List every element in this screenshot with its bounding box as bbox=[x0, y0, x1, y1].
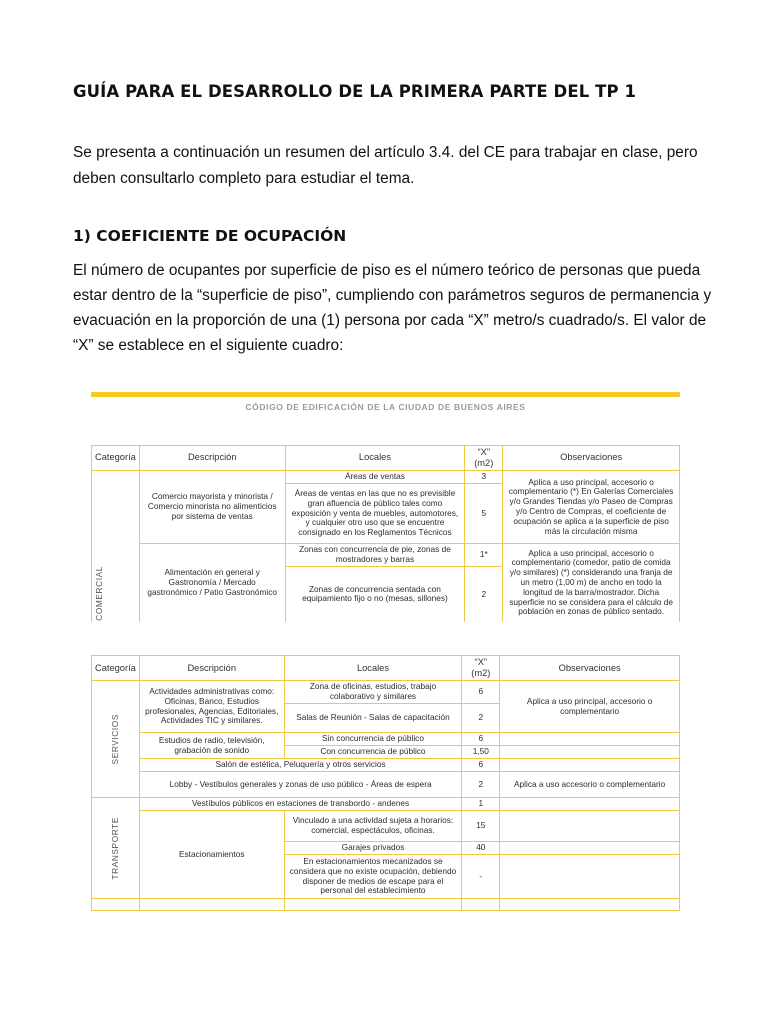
locales-cell: Zonas con concurrencia de pie, zonas de mostradores y barras bbox=[285, 543, 465, 566]
header-x-label: “X” bbox=[474, 657, 487, 668]
locales-cell: Vinculado a una actividad sujeta a horarios: comercial, espectáculos, oficinas. bbox=[284, 811, 462, 842]
accent-bar bbox=[91, 392, 680, 397]
table-row bbox=[92, 470, 680, 483]
x-cell: - bbox=[462, 855, 500, 899]
header-x-unit: (m2) bbox=[471, 668, 491, 678]
section-heading: 1) COEFICIENTE DE OCUPACIÓN bbox=[73, 227, 347, 245]
occupancy-table-comercial bbox=[91, 392, 680, 622]
occupancy-table-servicios-transporte bbox=[91, 655, 680, 912]
header-x bbox=[465, 446, 503, 471]
cell-empty bbox=[92, 899, 140, 911]
category-cell bbox=[92, 470, 140, 622]
observaciones-cell-empty bbox=[500, 842, 680, 855]
table-header-row bbox=[92, 446, 680, 471]
observaciones-cell: Aplica a uso principal, accesorio o complementario (*) En Galerías Comerciales y/o Grandes Tiendas y/o Paseo de Compras y/o Centro de Compras, el coeficiente de ocupación se aplica a la superficie de piso más la circulación misma bbox=[503, 470, 680, 543]
header-x-unit: (m2) bbox=[474, 457, 494, 468]
header-descripcion: Descripción bbox=[139, 446, 285, 471]
observaciones-cell: Aplica a uso accesorio o complementario bbox=[500, 772, 680, 798]
locales-cell: Áreas de ventas en las que no es previsible gran afluencia de público tales como exposición y venta de muebles, automotores, y cualquier otro uso que se encuentre consignado en los Reglamentos Técnicos bbox=[285, 483, 465, 543]
descripcion-cell: Lobby - Vestíbulos generales y zonas de uso público - Áreas de espera bbox=[139, 772, 461, 798]
category-cell bbox=[92, 798, 140, 899]
descripcion-cell: Actividades administrativas como: Oficinas, Banco, Estudios profesionales, Agencias, Editoriales, Actividades TIC y similares. bbox=[139, 681, 284, 733]
observaciones-cell: Aplica a uso principal, accesorio o complementario bbox=[500, 681, 680, 733]
locales-cell: Garajes privados bbox=[284, 842, 462, 855]
x-cell: 1,50 bbox=[462, 746, 500, 759]
table-row bbox=[92, 811, 680, 842]
header-descripcion: Descripción bbox=[139, 656, 284, 681]
table-row bbox=[92, 543, 680, 566]
x-cell: 5 bbox=[465, 483, 503, 543]
descripcion-cell: Vestíbulos públicos en estaciones de transbordo - andenes bbox=[139, 798, 461, 811]
comercial-table bbox=[91, 445, 680, 622]
x-cell: 6 bbox=[462, 759, 500, 772]
observaciones-cell-empty bbox=[500, 746, 680, 759]
locales-cell: Con concurrencia de público bbox=[284, 746, 462, 759]
cell-empty bbox=[462, 899, 500, 911]
header-categoria: Categoría bbox=[92, 446, 140, 471]
descripcion-cell: Alimentación en general y Gastronomía / Mercado gastronómico / Patio Gastronómico bbox=[139, 543, 285, 622]
locales-cell: Áreas de ventas bbox=[285, 470, 465, 483]
observaciones-cell-empty bbox=[500, 811, 680, 842]
intro-paragraph: Se presenta a continuación un resumen del artículo 3.4. del CE para trabajar en clase, pero deben consultarlo completo para estudiar el tema. bbox=[73, 144, 698, 187]
cell-empty bbox=[500, 899, 680, 911]
x-cell: 40 bbox=[462, 842, 500, 855]
locales-cell: Salas de Reunión - Salas de capacitación bbox=[284, 704, 462, 733]
x-cell: 1* bbox=[465, 543, 503, 566]
locales-cell: En estacionamientos mecanizados se considera que no existe ocupación, debiendo disponer de medios de escape para el personal del establecimiento bbox=[284, 855, 462, 899]
servicios-transporte-table bbox=[91, 655, 680, 911]
locales-cell: Zonas de concurrencia sentada con equipamiento fijo o no (mesas, sillones) bbox=[285, 566, 465, 622]
category-label-servicios: SERVICIOS bbox=[109, 713, 120, 765]
x-cell: 6 bbox=[462, 681, 500, 704]
table-row bbox=[92, 759, 680, 772]
x-cell: 6 bbox=[462, 733, 500, 746]
header-locales: Locales bbox=[284, 656, 462, 681]
header-observaciones: Observaciones bbox=[503, 446, 680, 471]
locales-cell: Sin concurrencia de público bbox=[284, 733, 462, 746]
observaciones-cell-empty bbox=[500, 798, 680, 811]
descripcion-cell: Comercio mayorista y minorista / Comercio minorista no alimenticios por sistema de ventas bbox=[139, 470, 285, 543]
observaciones-cell-empty bbox=[500, 759, 680, 772]
code-banner: CÓDIGO DE EDIFICACIÓN DE LA CIUDAD DE BUENOS AIRES bbox=[245, 402, 526, 412]
descripcion-cell: Estacionamientos bbox=[139, 811, 284, 899]
descripcion-cell: Salón de estética, Peluquería y otros servicios bbox=[139, 759, 461, 772]
x-cell: 2 bbox=[462, 704, 500, 733]
header-observaciones: Observaciones bbox=[500, 656, 680, 681]
x-cell: 1 bbox=[462, 798, 500, 811]
observaciones-cell: Aplica a uso principal, accesorio o complementario (comedor, patio de comida y/o similares) (*) considerando una franja de un metro (1,00 m) de ancho en todo la longitud de la barra/mostrador. Dicha superficie no se considera para el cálculo de población en zonas de público sentado. bbox=[503, 543, 680, 622]
table-row bbox=[92, 733, 680, 746]
table-row-partial bbox=[92, 899, 680, 911]
header-x bbox=[462, 656, 500, 681]
descripcion-cell: Estudios de radio, televisión, grabación de sonido bbox=[139, 733, 284, 759]
table-row bbox=[92, 772, 680, 798]
table-row bbox=[92, 681, 680, 704]
observaciones-cell-empty bbox=[500, 855, 680, 899]
cell-empty bbox=[284, 899, 462, 911]
header-locales: Locales bbox=[285, 446, 465, 471]
locales-cell: Zona de oficinas, estudios, trabajo colaborativo y similares bbox=[284, 681, 462, 704]
category-label-transporte: TRANSPORTE bbox=[109, 816, 120, 880]
table-header-row bbox=[92, 656, 680, 681]
x-cell: 2 bbox=[462, 772, 500, 798]
x-cell: 15 bbox=[462, 811, 500, 842]
x-cell: 2 bbox=[465, 566, 503, 622]
header-categoria: Categoría bbox=[92, 656, 140, 681]
cell-empty bbox=[139, 899, 284, 911]
category-cell bbox=[92, 681, 140, 798]
observaciones-cell-empty bbox=[500, 733, 680, 746]
page-title: GUÍA PARA EL DESARROLLO DE LA PRIMERA PARTE DEL TP 1 bbox=[73, 82, 637, 101]
x-cell: 3 bbox=[465, 470, 503, 483]
table-row bbox=[92, 798, 680, 811]
category-label-comercial: COMERCIAL bbox=[94, 566, 104, 621]
header-x-label: “X” bbox=[477, 447, 490, 457]
section-body: El número de ocupantes por superficie de piso es el número teórico de personas que pueda estar dentro de la “superficie de piso”, cumpliendo con parámetros seguros de permanencia y evacuación en la proporción de una (1) persona por cada “X” metro/s cuadrado/s. El valor de “X” se establece en el siguiente cuadro: bbox=[73, 262, 712, 354]
